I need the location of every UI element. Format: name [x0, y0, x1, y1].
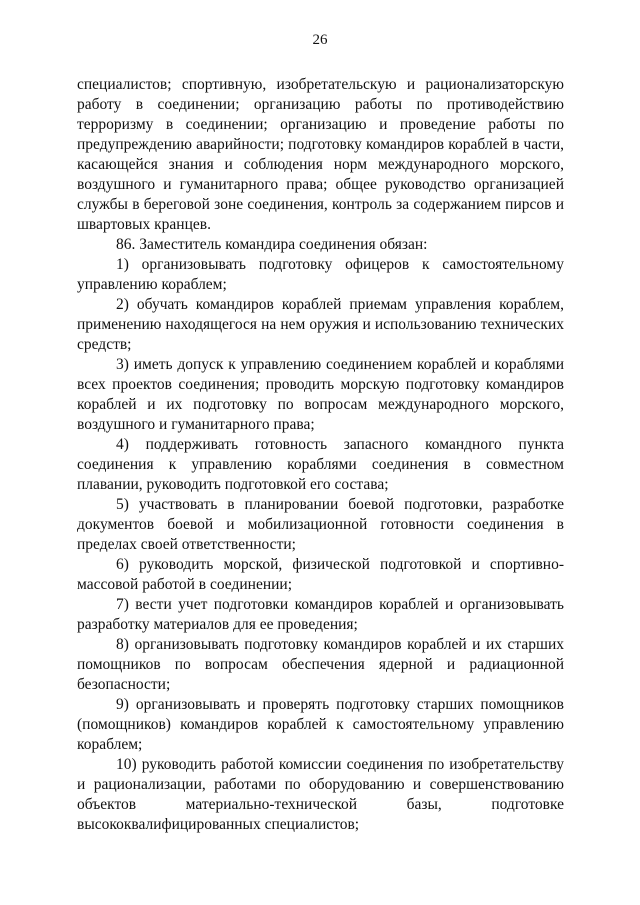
- list-item-10: 10) руководить работой комиссии соединения по изобретательству и рационализации, работами по оборудованию и совершенствованию объектов материально-технической базы, подготовке высококвалифицированных специалистов;: [77, 756, 564, 833]
- page-number: 26: [312, 32, 328, 48]
- list-item-9: 9) организовывать и проверять подготовку старших помощников (помощников) командиров кораблей к самостоятельному управлению кораблем;: [77, 696, 564, 753]
- list-item-5: 5) участвовать в планировании боевой подготовки, разработке документов боевой и мобилизационной готовности соединения в пределах своей ответственности;: [77, 496, 564, 553]
- paragraph-continuation: специалистов; спортивную, изобретательскую и рационализаторскую работу в соединении; организацию работы по противодействию терроризму в соединении; организацию и проведение работы по предупреждению аварийности; подготовку командиров кораблей в части, касающейся знания и соблюдения норм международного морского, воздушного и гуманитарного права; общее руководство организацией службы в береговой зоне соединения, контроль за содержанием пирсов и швартовых кранцев.: [77, 76, 564, 233]
- list-item-1: 1) организовывать подготовку офицеров к самостоятельному управлению кораблем;: [77, 256, 564, 293]
- list-item-2: 2) обучать командиров кораблей приемам управления кораблем, применению находящегося на нем оружия и использованию технических средств;: [77, 296, 564, 353]
- list-item-8: 8) организовывать подготовку командиров кораблей и их старших помощников по вопросам обеспечения ядерной и радиационной безопасности;: [77, 636, 564, 693]
- list-item-6: 6) руководить морской, физической подготовкой и спортивно-массовой работой в соединении;: [77, 556, 564, 593]
- document-body: [77, 75, 564, 835]
- list-item-3: 3) иметь допуск к управлению соединением кораблей и кораблями всех проектов соединения; проводить морскую подготовку командиров кораблей и их подготовку по вопросам международного морского, воздушного и гуманитарного права;: [77, 356, 564, 433]
- list-item-4: 4) поддерживать готовность запасного командного пункта соединения к управлению кораблями соединения в совместном плавании, руководить подготовкой его состава;: [77, 436, 564, 493]
- list-item-7: 7) вести учет подготовки командиров кораблей и организовывать разработку материалов для ее проведения;: [77, 596, 564, 633]
- paragraph-item-86: 86. Заместитель командира соединения обязан:: [116, 236, 428, 253]
